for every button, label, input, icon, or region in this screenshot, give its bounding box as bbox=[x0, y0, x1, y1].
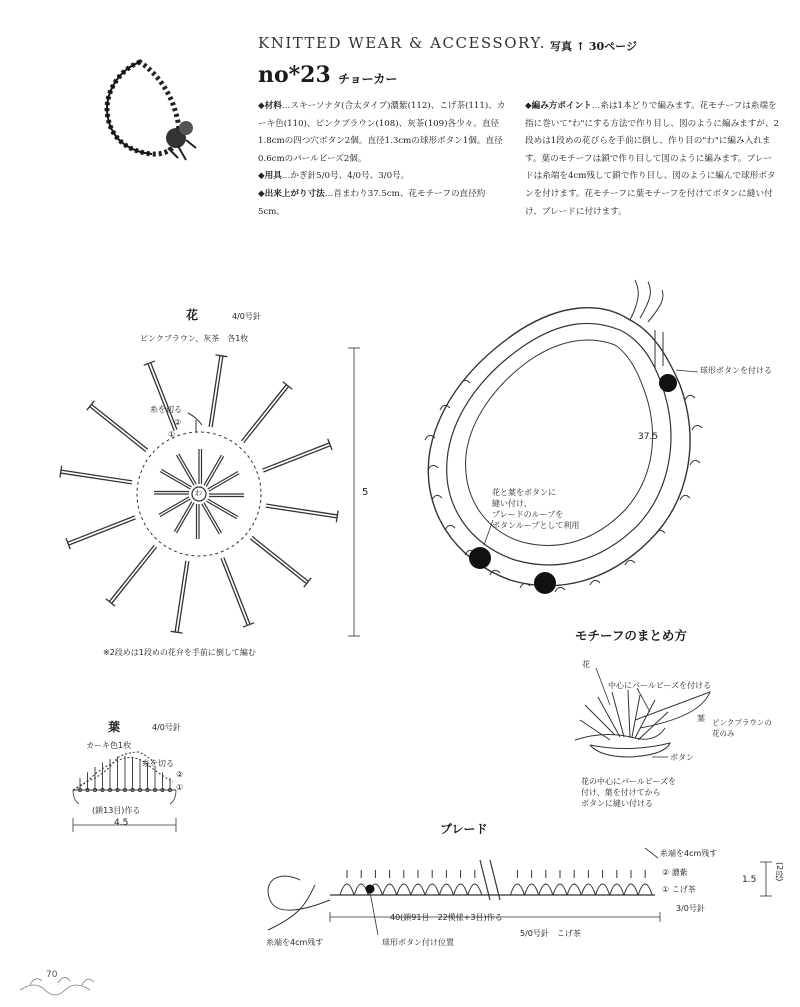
flower-outer-petal bbox=[262, 439, 332, 472]
flower-row1: ① bbox=[168, 430, 176, 439]
leaf-width: 4.5 bbox=[114, 818, 129, 828]
flower-outer-petal bbox=[60, 466, 132, 484]
size-label: ◆出来上がり寸法 bbox=[258, 188, 325, 199]
points-label: ◆編み方ポイント bbox=[525, 101, 592, 111]
flower-colors: ピンクブラウン、灰茶 各1枚 bbox=[140, 334, 249, 343]
assembly-leaf: 葉 bbox=[697, 714, 705, 723]
assembly-leaf-color-line1: ピンクブラウンの bbox=[712, 718, 772, 727]
braid-arch bbox=[340, 884, 354, 895]
materials-label: ◆材料 bbox=[258, 101, 282, 111]
flower-inner-petal bbox=[159, 497, 191, 517]
sew-note-line3: ブレードのループを bbox=[492, 510, 564, 519]
flower-chart bbox=[60, 348, 360, 636]
assembly-leaf-color bbox=[712, 717, 772, 739]
size-paragraph bbox=[258, 186, 510, 221]
series-title: KNITTED WEAR & ACCESSORY. bbox=[258, 34, 547, 52]
materials-column bbox=[258, 98, 510, 221]
braid-height: 1.5 bbox=[742, 875, 757, 885]
flower-inner-petal bbox=[208, 472, 240, 492]
materials-paragraph bbox=[258, 98, 510, 168]
braid-arch bbox=[581, 884, 595, 895]
leaf-row1: ① bbox=[176, 783, 184, 792]
leaf-color: カーキ色1枚 bbox=[86, 741, 132, 750]
flower-outer-petal bbox=[66, 516, 136, 549]
tools-label: ◆用具 bbox=[258, 171, 282, 182]
pattern-number: no*23 bbox=[258, 62, 331, 88]
braid-tail-left: 糸端を4cm残す bbox=[266, 938, 324, 947]
braid-needle50: 5/0号針 こげ茶 bbox=[520, 929, 581, 938]
photo-reference: 写真 ↑ 30ページ bbox=[550, 40, 637, 53]
flower-outer-petal bbox=[250, 536, 311, 587]
tools-paragraph bbox=[258, 168, 510, 186]
flower-ring: わ bbox=[195, 489, 202, 497]
braid-button-position: 球形ボタン付け位置 bbox=[382, 938, 454, 947]
necklace-length: 37.5 bbox=[638, 432, 659, 442]
materials-text: …スキーソナタ(合太タイプ)濃紫(112)、こげ茶(111)、カーキ色(110)、ピンクブラウン(108)、灰茶(109)各少々。直径1.8cmの四つ穴ボタン2個。直径1.3cmの球形ボタン1個。直径0.6cmのパールビーズ2個。 bbox=[258, 101, 506, 164]
assembly-pearl: 中心にパールビーズを付ける bbox=[608, 681, 712, 690]
flower-outer-petal bbox=[221, 557, 254, 627]
flower-row2: ② bbox=[174, 418, 182, 427]
leaf-title: 葉 bbox=[108, 720, 121, 734]
braid-arch bbox=[411, 884, 425, 895]
braid-chain: 40(鎖91目 22模様+3目)作る bbox=[390, 913, 503, 922]
assembly-note-line1: 花の中心にパールビーズを bbox=[581, 777, 677, 786]
leaf-row2: ② bbox=[176, 770, 184, 779]
flower-inner-petal bbox=[202, 503, 222, 535]
braid-needle30: 3/0号針 bbox=[676, 904, 705, 913]
flower-outer-petal bbox=[87, 401, 148, 452]
flower-inner-petal bbox=[199, 449, 202, 484]
leaf-needle: 4/0号針 bbox=[152, 723, 181, 732]
assembly-note-line2: 付け、葉を付けてから bbox=[581, 788, 661, 797]
flower-cut-label: 糸を切る bbox=[150, 405, 182, 414]
flower-title: 花 bbox=[186, 308, 199, 322]
page-number: 70 bbox=[46, 970, 58, 980]
flower-outer-petal bbox=[266, 504, 338, 522]
sew-note-line2: 縫い付け、 bbox=[492, 499, 532, 508]
braid-button-mark bbox=[366, 885, 375, 894]
necklace-diagram bbox=[425, 280, 702, 592]
tools-text: …かぎ針5/0号、4/0号、3/0号。 bbox=[281, 171, 410, 182]
flower-note: ※2段めは1段めの花弁を手前に倒して編む bbox=[103, 648, 256, 657]
flower-inner-petal bbox=[209, 494, 244, 497]
flower-outer-petal bbox=[241, 382, 292, 443]
sew-note bbox=[492, 487, 579, 531]
choker-thumbnail bbox=[107, 62, 196, 160]
pattern-name: チョーカー bbox=[338, 72, 398, 86]
braid-arch bbox=[425, 884, 439, 895]
braid-arch bbox=[510, 884, 524, 895]
sew-note-line4: ボタンループとして利用 bbox=[492, 521, 580, 530]
instructions-column bbox=[525, 98, 780, 221]
flower-needle: 4/0号針 bbox=[232, 312, 261, 321]
braid-arch bbox=[624, 884, 638, 895]
braid-arch bbox=[397, 884, 411, 895]
flower-outer-petal bbox=[171, 561, 189, 633]
flower-dimension: 5 bbox=[362, 487, 369, 498]
assembly-note-line3: ボタンに縫い付ける bbox=[581, 799, 653, 808]
braid-arch bbox=[383, 884, 397, 895]
points-text: …糸は1本どりで編みます。花モチーフは糸端を指に巻いて"わ"にする方法で作り目し、図のように編みますが、2段めは1段めの花びらを手前に倒し、作り目の"わ"に編み入れます。葉のモチーフは鎖で作り目して図のように編みます。ブレードは糸端を4cm残して鎖で作り目し、図のように編んで球形ボタンを付けます。花モチーフに葉モチーフを付けてボタンに縫い付け、ブレードに付けます。 bbox=[525, 101, 779, 217]
braid-arch bbox=[439, 884, 453, 895]
footer-ornament bbox=[20, 977, 94, 995]
braid-arch bbox=[610, 884, 624, 895]
assembly-button: ボタン bbox=[670, 753, 694, 762]
flower-inner-petal bbox=[177, 454, 197, 486]
assembly-leaf-color-line2: 花のみ bbox=[712, 729, 735, 738]
ball-button-label: 球形ボタンを付ける bbox=[700, 366, 772, 375]
braid-row1: ① こげ茶 bbox=[662, 885, 696, 894]
braid-arch bbox=[468, 884, 482, 895]
flower-inner-petal bbox=[154, 492, 189, 495]
braid-title: ブレード bbox=[440, 822, 488, 836]
assembly-flower: 花 bbox=[582, 660, 590, 669]
sew-note-line1: 花と葉をボタンに bbox=[492, 488, 556, 497]
braid-row2: ② 濃紫 bbox=[662, 868, 688, 877]
assembly-title: モチーフのまとめ方 bbox=[575, 628, 687, 643]
assembly-note bbox=[581, 776, 676, 809]
flower-outer-petal bbox=[144, 361, 177, 431]
braid-chart bbox=[268, 848, 772, 935]
braid-arch bbox=[553, 884, 567, 895]
braid-rows: (2段) bbox=[775, 862, 784, 882]
size-text: …首まわり37.5cm、花モチーフの直径約5cm。 bbox=[258, 188, 486, 217]
flower-outer-petal bbox=[106, 545, 157, 606]
leaf-chain: (鎖13目)作る bbox=[92, 806, 141, 815]
necklace-buttons bbox=[469, 374, 677, 594]
braid-arch bbox=[525, 884, 539, 895]
flower-inner-petal bbox=[197, 504, 200, 539]
braid-arch bbox=[539, 884, 553, 895]
braid-arch bbox=[638, 884, 652, 895]
braid-arch bbox=[567, 884, 581, 895]
braid-arch bbox=[454, 884, 468, 895]
flower-outer-petal bbox=[209, 355, 227, 427]
braid-arch bbox=[596, 884, 610, 895]
points-paragraph bbox=[525, 98, 780, 221]
braid-tail-right: 糸端を4cm残す bbox=[660, 849, 718, 858]
leaf-cut-label: 糸を切る bbox=[142, 759, 174, 768]
